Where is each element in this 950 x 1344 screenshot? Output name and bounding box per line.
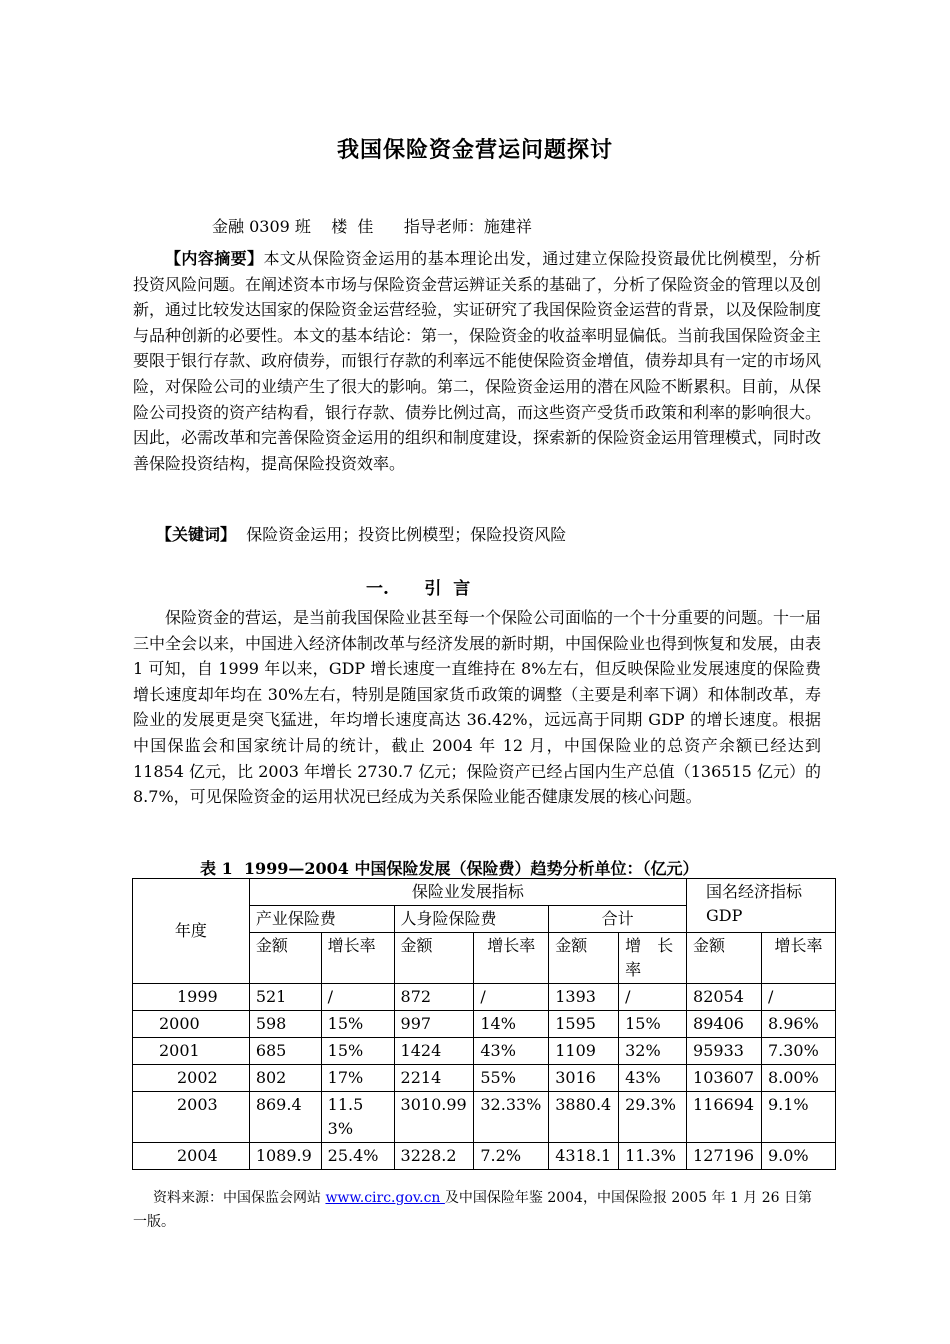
header-amount: 金额: [394, 933, 474, 984]
table-cell: /: [761, 984, 835, 1011]
table-cell: 17%: [321, 1065, 394, 1092]
table-cell: 116694: [687, 1092, 762, 1143]
header-amount: 金额: [249, 933, 321, 984]
table-cell: 43%: [474, 1038, 549, 1065]
year-cell: 2003: [133, 1092, 250, 1143]
table-caption: 表 1 1999—2004 中国保险发展（保险费）趋势分析单位：（亿元）: [200, 859, 699, 878]
table-cell: 29.3%: [619, 1092, 687, 1143]
table-cell: 1089.9: [249, 1143, 321, 1170]
year-cell: 1999: [133, 984, 250, 1011]
table-row: [133, 1038, 836, 1065]
year-cell: 2000: [133, 1011, 250, 1038]
keywords-text: 保险资金运用；投资比例模型；保险投资风险: [236, 525, 567, 544]
header-growth-rate: 增长率: [474, 933, 549, 984]
header-amount: 金额: [687, 933, 762, 984]
table-cell: 11.53%: [321, 1092, 394, 1143]
table-cell: 8.96%: [761, 1011, 835, 1038]
table-cell: 43%: [619, 1065, 687, 1092]
table-cell: 2214: [394, 1065, 474, 1092]
table-cell: 95933: [687, 1038, 762, 1065]
table-row: [133, 1065, 836, 1092]
header-gdp: 国名经济指标 GDP: [687, 879, 836, 933]
header-property-premium: 产业保险费: [249, 906, 394, 933]
section-heading-introduction: 一. 引 言: [366, 579, 471, 599]
header-growth-rate: 增 长率: [619, 933, 687, 984]
abstract-paragraph: [133, 246, 821, 476]
table-row: [133, 1143, 836, 1170]
keywords-line: [156, 522, 566, 545]
table-cell: /: [474, 984, 549, 1011]
table-cell: 3228.2: [394, 1143, 474, 1170]
table-body: [133, 984, 836, 1170]
table-cell: 521: [249, 984, 321, 1011]
table-cell: 9.0%: [761, 1143, 835, 1170]
abstract-text: 本文从保险资金运用的基本理论出发，通过建立保险投资最优比例模型，分析投资风险问题。在阐述资本市场与保险资金营运辨证关系的基础了，分析了保险资金的管理以及创新，通过比较发达国家的保险资金运营经验，实证研究了我国保险资金运营的背景，以及保险制度与品种创新的必要性。本文的基本结论：第一，保险资金的收益率明显偏低。当前我国保险资金主要限于银行存款、政府债券，而银行存款的利率远不能使保险资金增值，债券却具有一定的市场风险，对保险公司的业绩产生了很大的影响。第二，保险资金运用的潜在风险不断累积。目前，从保险公司投资的资产结构看，银行存款、债券比例过高，而这些资产受货币政策和利率的影响很大。因此，必需改革和完善保险资金运用的组织和制度建设，探索新的保险资金运用管理模式，同时改善保险投资结构，提高保险投资效率。: [133, 249, 822, 473]
source-suffix: 及中国保险年鉴 2004，中国保险报 2005 年 1 月 26 日第一版。: [133, 1190, 813, 1230]
table-cell: 103607: [687, 1065, 762, 1092]
table-cell: 3010.99: [394, 1092, 474, 1143]
table-cell: 55%: [474, 1065, 549, 1092]
table-cell: 872: [394, 984, 474, 1011]
introduction-paragraph: 保险资金的营运，是当前我国保险业甚至每一个保险公司面临的一个十分重要的问题。十一届三中全会以来，中国进入经济体制改革与经济发展的新时期，中国保险业也得到恢复和发展，由表 1 可知，自 1999 年以来，GDP 增长速度一直维持在 8%左右，但反映保险业发展速度的保险费增长速度却年均在 30%左右，特别是随国家货币政策的调整（主要是利率下调）和体制改革，寿险业的发展更是突飞猛进，年均增长速度高达 36.42%，远远高于同期 GDP 的增长速度。根据中国保监会和国家统计局的统计，截止 2004 年 12 月，中国保险业的总资产余额已经达到 11854 亿元，比 2003 年增长 2730.7 亿元；保险资产已经占国内生产总值（136515 亿元）的 8.7%，可见保险资金的运用状况已经成为关系保险业能否健康发展的核心问题。: [133, 608, 822, 807]
table-cell: 15%: [321, 1038, 394, 1065]
table-cell: 1109: [549, 1038, 619, 1065]
header-total: 合计: [549, 906, 687, 933]
table-cell: 869.4: [249, 1092, 321, 1143]
table-cell: 127196: [687, 1143, 762, 1170]
table-row: [133, 984, 836, 1011]
table-cell: 32.33%: [474, 1092, 549, 1143]
table-cell: 15%: [321, 1011, 394, 1038]
paper-title: 我国保险资金营运问题探讨: [336, 137, 613, 163]
source-note: [133, 1186, 823, 1234]
table-cell: 7.2%: [474, 1143, 549, 1170]
table-row: [133, 1092, 836, 1143]
table-cell: 82054: [687, 984, 762, 1011]
table-cell: 1393: [549, 984, 619, 1011]
table-cell: 598: [249, 1011, 321, 1038]
table-cell: /: [321, 984, 394, 1011]
table-cell: 3880.4: [549, 1092, 619, 1143]
insurance-premium-table: [132, 878, 836, 1170]
table-cell: 1424: [394, 1038, 474, 1065]
header-amount: 金额: [549, 933, 619, 984]
header-life-premium: 人身险保险费: [394, 906, 549, 933]
header-insurance-indicators: 保险业发展指标: [249, 879, 686, 906]
header-growth-rate: 增长率: [321, 933, 394, 984]
year-cell: 2002: [133, 1065, 250, 1092]
year-cell: 2004: [133, 1143, 250, 1170]
table-cell: /: [619, 984, 687, 1011]
table-cell: 997: [394, 1011, 474, 1038]
table-cell: 7.30%: [761, 1038, 835, 1065]
year-cell: 2001: [133, 1038, 250, 1065]
abstract-label: 【内容摘要】: [165, 249, 264, 268]
table-cell: 9.1%: [761, 1092, 835, 1143]
header-year: 年度: [133, 879, 250, 984]
table-cell: 11.3%: [619, 1143, 687, 1170]
table-cell: 89406: [687, 1011, 762, 1038]
table-cell: 32%: [619, 1038, 687, 1065]
table-cell: 14%: [474, 1011, 549, 1038]
table-cell: 8.00%: [761, 1065, 835, 1092]
circ-website-link[interactable]: www.circ.gov.cn: [325, 1190, 445, 1206]
table-cell: 25.4%: [321, 1143, 394, 1170]
table-cell: 685: [249, 1038, 321, 1065]
header-growth-rate: 增长率: [761, 933, 835, 984]
table-row: [133, 1011, 836, 1038]
author-line: 金融 0309 班 楼 佳 指导老师：施建祥: [212, 217, 532, 236]
table-cell: 4318.1: [549, 1143, 619, 1170]
table-cell: 3016: [549, 1065, 619, 1092]
table-cell: 15%: [619, 1011, 687, 1038]
table-cell: 1595: [549, 1011, 619, 1038]
keywords-label: 【关键词】: [156, 525, 237, 544]
table-cell: 802: [249, 1065, 321, 1092]
source-prefix: 资料来源：中国保监会网站: [153, 1190, 326, 1206]
